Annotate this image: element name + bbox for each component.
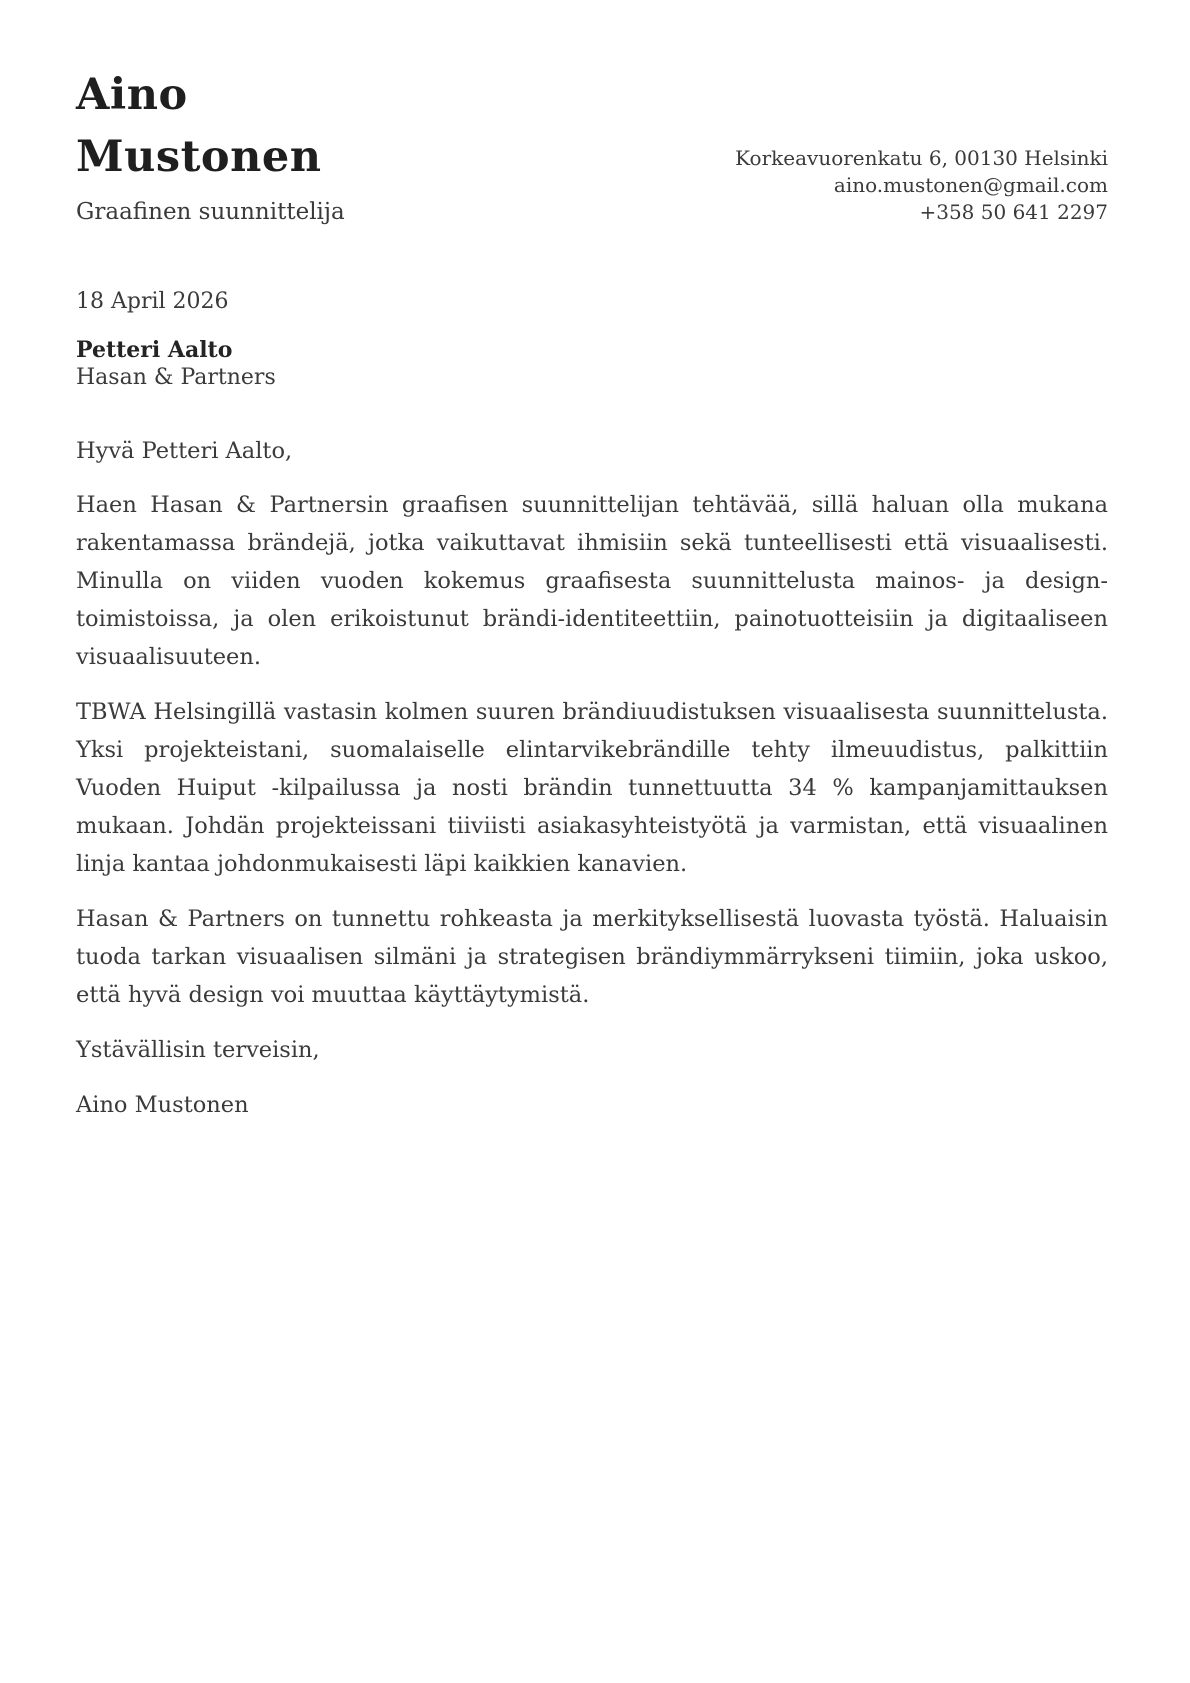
- letter-paragraph-2: TBWA Helsingillä vastasin kolmen suuren brändiuudistuksen visuaalisesta suunnittelusta. Yksi projekteistani, suomalaiselle elintarvikebrändille tehty ilmeuudistus, palkittiin Vuoden Huiput -kilpailussa ja nosti brändin tunnettuutta 34 % kampanjamittauksen mukaan. Johdän projekteissani tiiviisti asiakasyhteistyötä ja varmistan, että visuaalinen linja kantaa johdonmukaisesti läpi kaikkien kanavien.: [76, 699, 1108, 877]
- letter-body: [76, 288, 1108, 1124]
- applicant-job-title: Graafinen suunnittelija: [76, 199, 345, 225]
- applicant-name: [76, 64, 345, 188]
- letter-header: [76, 64, 1108, 226]
- letter-date: 18 April 2026: [76, 289, 229, 314]
- recipient-block: [76, 336, 1108, 392]
- signature-name: Aino Mustonen: [76, 1092, 249, 1118]
- contact-phone: +358 50 641 2297: [919, 200, 1108, 224]
- applicant-last-name: Mustonen: [76, 132, 322, 182]
- letter-paragraph-1: Haen Hasan & Partnersin graafisen suunnittelijan tehtävää, sillä haluan olla mukana rakentamassa brändejä, jotka vaikuttavat ihmisiin sekä tunteellisesti että visuaalisesti. Minulla on viiden vuoden kokemus graafisesta suunnittelusta mainos- ja design-toimistoissa, ja olen erikoistunut brändi-identiteettiin, painotuotteisiin ja digitaaliseen visuaalisuuteen.: [76, 492, 1108, 670]
- letter-paragraph-3: Hasan & Partners on tunnettu rohkeasta ja merkityksellisestä luovasta työstä. Haluaisin tuoda tarkan visuaalisen silmäni ja strategisen brändiymmärrykseni tiimiin, joka uskoo, että hyvä design voi muuttaa käyttäytymistä.: [76, 906, 1108, 1008]
- applicant-first-name: Aino: [76, 70, 188, 120]
- contact-block: [735, 145, 1108, 226]
- contact-email: aino.mustonen@gmail.com: [833, 173, 1108, 197]
- contact-address: Korkeavuorenkatu 6, 00130 Helsinki: [735, 146, 1108, 170]
- salutation: Hyvä Petteri Aalto,: [76, 438, 293, 464]
- recipient-company: Hasan & Partners: [76, 365, 276, 390]
- closing: Ystävällisin terveisin,: [76, 1037, 320, 1063]
- recipient-name: Petteri Aalto: [76, 337, 233, 363]
- applicant-identity: [76, 64, 345, 226]
